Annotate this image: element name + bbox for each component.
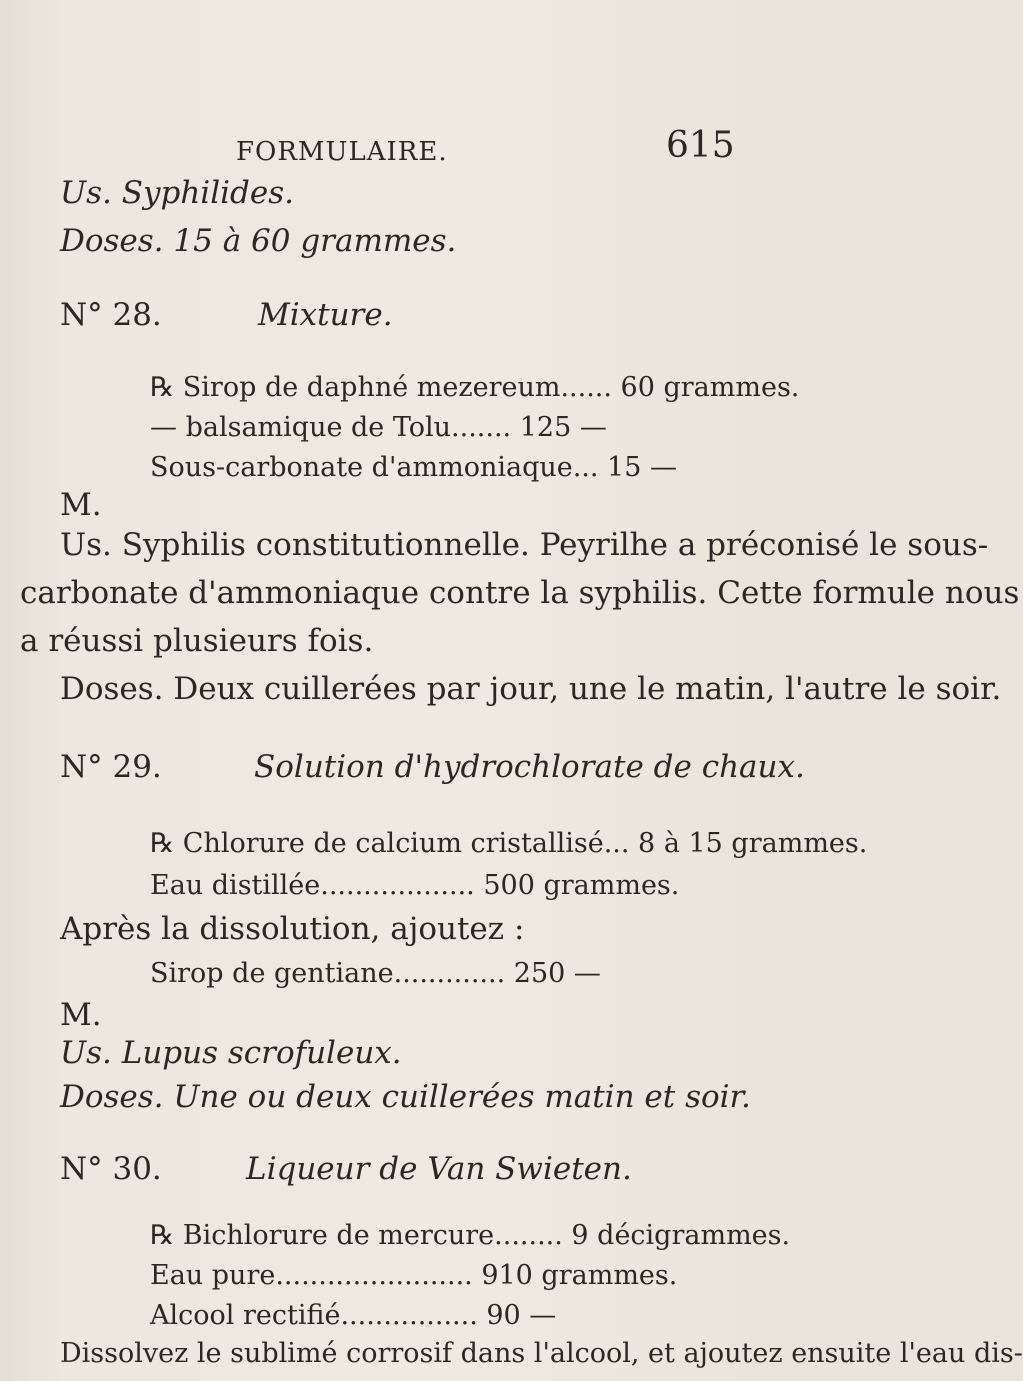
formula-30-ingredient: ℞ Bichlorure de mercure........ 9 décigrammes.: [150, 1220, 791, 1251]
formula-30-instruction: [60, 1372, 63, 1373]
formula-28-doses: Doses. Deux cuillerées par jour, une le matin, l'autre le soir.: [60, 671, 1002, 707]
formula-30-ingredient: Alcool rectifié................ 90 —: [150, 1300, 557, 1331]
intro-doses: Doses. 15 à 60 grammes.: [60, 223, 457, 259]
formula-28-title: Mixture.: [258, 297, 393, 333]
running-header: FORMULAIRE.: [236, 137, 448, 167]
formula-28-misce: M.: [60, 487, 102, 523]
formula-28-usage: a réussi plusieurs fois.: [20, 623, 374, 659]
intro-usage: Us. Syphilides.: [60, 175, 294, 211]
formula-28-usage: carbonate d'ammoniaque contre la syphilis. Cette formule nous: [20, 575, 1020, 611]
formula-29-ingredient: Eau distillée.................. 500 grammes.: [150, 870, 680, 901]
formula-28-ingredient: Sous-carbonate d'ammoniaque... 15 —: [150, 452, 677, 483]
formula-29-number: N° 29.: [60, 749, 162, 785]
formula-28-ingredient: — balsamique de Tolu....... 125 —: [150, 412, 607, 443]
page-number: 615: [666, 125, 735, 166]
formula-29-doses: Doses. Une ou deux cuillerées matin et soir.: [60, 1079, 751, 1115]
formula-29-extra-ingredient: Sirop de gentiane............. 250 —: [150, 958, 601, 989]
formula-28-usage: Us. Syphilis constitutionnelle. Peyrilhe a préconisé le sous-: [60, 527, 989, 563]
formula-30-instruction: Dissolvez le sublimé corrosif dans l'alcool, et ajoutez ensuite l'eau dis-: [60, 1338, 1023, 1369]
formula-29-instruction: Après la dissolution, ajoutez :: [60, 911, 525, 947]
formula-29-ingredient: ℞ Chlorure de calcium cristallisé... 8 à 15 grammes.: [150, 828, 868, 859]
formula-30-title: Liqueur de Van Swieten.: [246, 1151, 632, 1187]
formula-29-usage: Us. Lupus scrofuleux.: [60, 1035, 402, 1071]
formula-28-number: N° 28.: [60, 297, 162, 333]
formula-29-misce: M.: [60, 997, 102, 1033]
formula-30-ingredient: Eau pure....................... 910 grammes.: [150, 1260, 678, 1291]
formula-28-ingredient: ℞ Sirop de daphné mezereum...... 60 grammes.: [150, 372, 800, 403]
formula-30-number: N° 30.: [60, 1151, 162, 1187]
formula-29-title: Solution d'hydrochlorate de chaux.: [254, 749, 805, 785]
